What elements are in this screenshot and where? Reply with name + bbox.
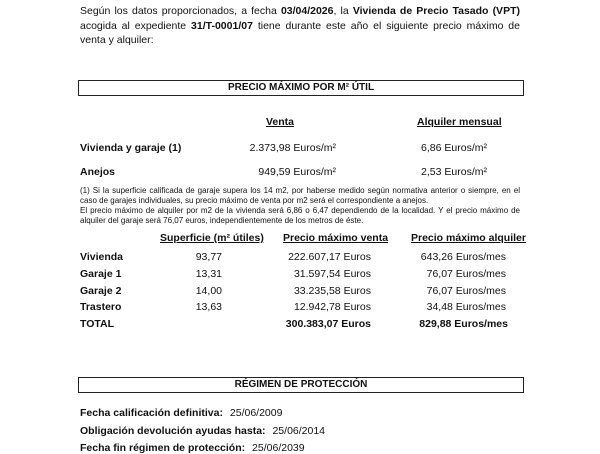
detail-header-alquiler: Precio máximo alquiler bbox=[411, 232, 526, 244]
detail-row-label: Trastero bbox=[80, 301, 122, 313]
precio-row-label: Vivienda y garaje (1) bbox=[80, 142, 182, 154]
detail-row-venta: 31.597,54 Euros bbox=[293, 268, 371, 280]
precio-row-venta: 2.373,98 Euros/m² bbox=[249, 142, 336, 154]
intro-expediente: 31/T-0001/07 bbox=[191, 19, 253, 32]
detail-row-label: Garaje 1 bbox=[80, 268, 122, 280]
intro-text-3: acogida al expediente bbox=[80, 19, 192, 32]
detail-row-superficie: 14,00 bbox=[195, 285, 222, 297]
regimen-item bbox=[80, 407, 282, 419]
regimen-item-value: 25/06/2014 bbox=[272, 425, 326, 437]
precio-row-label: Anejos bbox=[80, 166, 116, 178]
detail-row-label: Vivienda bbox=[80, 251, 123, 263]
intro-vpt: Vivienda de Precio Tasado (VPT) bbox=[352, 5, 520, 17]
col-venta-header: Venta bbox=[266, 116, 295, 128]
detail-header-superficie: Superficie (m² útiles) bbox=[160, 232, 264, 244]
footnote-1: (1) Si la superficie calificada de garaje supera los 14 m2, por haberse medido según normativa anterior o siempre, en el caso de garajes individuales, su precio máximo de venta por m2 será el correspondiente a anejos. bbox=[80, 186, 520, 206]
col-alquiler-header: Alquiler mensual bbox=[417, 116, 502, 128]
regimen-item bbox=[80, 442, 305, 454]
regimen-item-value: 25/06/2039 bbox=[252, 442, 305, 454]
precio-row-alquiler: 2,53 Euros/m² bbox=[421, 166, 487, 178]
precio-row-alquiler: 6,86 Euros/m² bbox=[421, 142, 487, 154]
regimen-item-label: Fecha calificación definitiva: bbox=[80, 407, 223, 419]
intro-paragraph bbox=[80, 4, 520, 48]
regimen-section-title: RÉGIMEN DE PROTECCIÓN bbox=[78, 377, 524, 393]
regimen-item bbox=[80, 425, 325, 437]
detail-row-superficie: 13,31 bbox=[195, 268, 222, 280]
detail-total-label: TOTAL bbox=[80, 318, 115, 330]
detail-row-superficie: 13,63 bbox=[195, 301, 222, 313]
regimen-item-label: Fecha fin régimen de protección: bbox=[80, 442, 246, 454]
precio-section-title: PRECIO MÁXIMO POR M² ÚTIL bbox=[78, 80, 524, 96]
intro-date: 03/04/2026 bbox=[280, 5, 334, 17]
detail-row-venta: 222.607,17 Euros bbox=[288, 251, 371, 263]
intro-text-4: tiene durante este año el siguiente precio máximo de venta y alquiler: bbox=[80, 19, 520, 46]
detail-row-label: Garaje 2 bbox=[80, 285, 122, 297]
regimen-item-label: Obligación devolución ayudas hasta: bbox=[80, 425, 266, 437]
detail-row-venta: 33.235,58 Euros bbox=[293, 285, 371, 297]
detail-row-alquiler: 76,07 Euros/mes bbox=[426, 268, 506, 280]
detail-row-alquiler: 76,07 Euros/mes bbox=[426, 285, 506, 297]
detail-total-alquiler: 829,88 Euros/mes bbox=[419, 318, 508, 330]
detail-total-venta: 300.383,07 Euros bbox=[285, 318, 371, 330]
intro-text-1: Según los datos proporcionados, a fecha bbox=[80, 5, 281, 17]
precio-row-venta: 949,59 Euros/m² bbox=[258, 166, 336, 178]
detail-row-alquiler: 34,48 Euros/mes bbox=[426, 301, 506, 313]
detail-row-venta: 12.942,78 Euros bbox=[293, 301, 371, 313]
intro-text-2: , la bbox=[333, 5, 353, 17]
detail-header-venta: Precio máximo venta bbox=[283, 232, 389, 244]
detail-row-alquiler: 643,26 Euros/mes bbox=[420, 251, 506, 263]
detail-row-superficie: 93,77 bbox=[195, 251, 222, 263]
footnote-2: El precio máximo de alquiler por m2 de la vivienda será 6,86 o 6,47 dependiendo de la localidad. Y el precio máximo de alquiler del garaje será 76,07 euros, independientemente de los metros de éste. bbox=[80, 206, 520, 226]
regimen-item-value: 25/06/2009 bbox=[229, 407, 283, 419]
